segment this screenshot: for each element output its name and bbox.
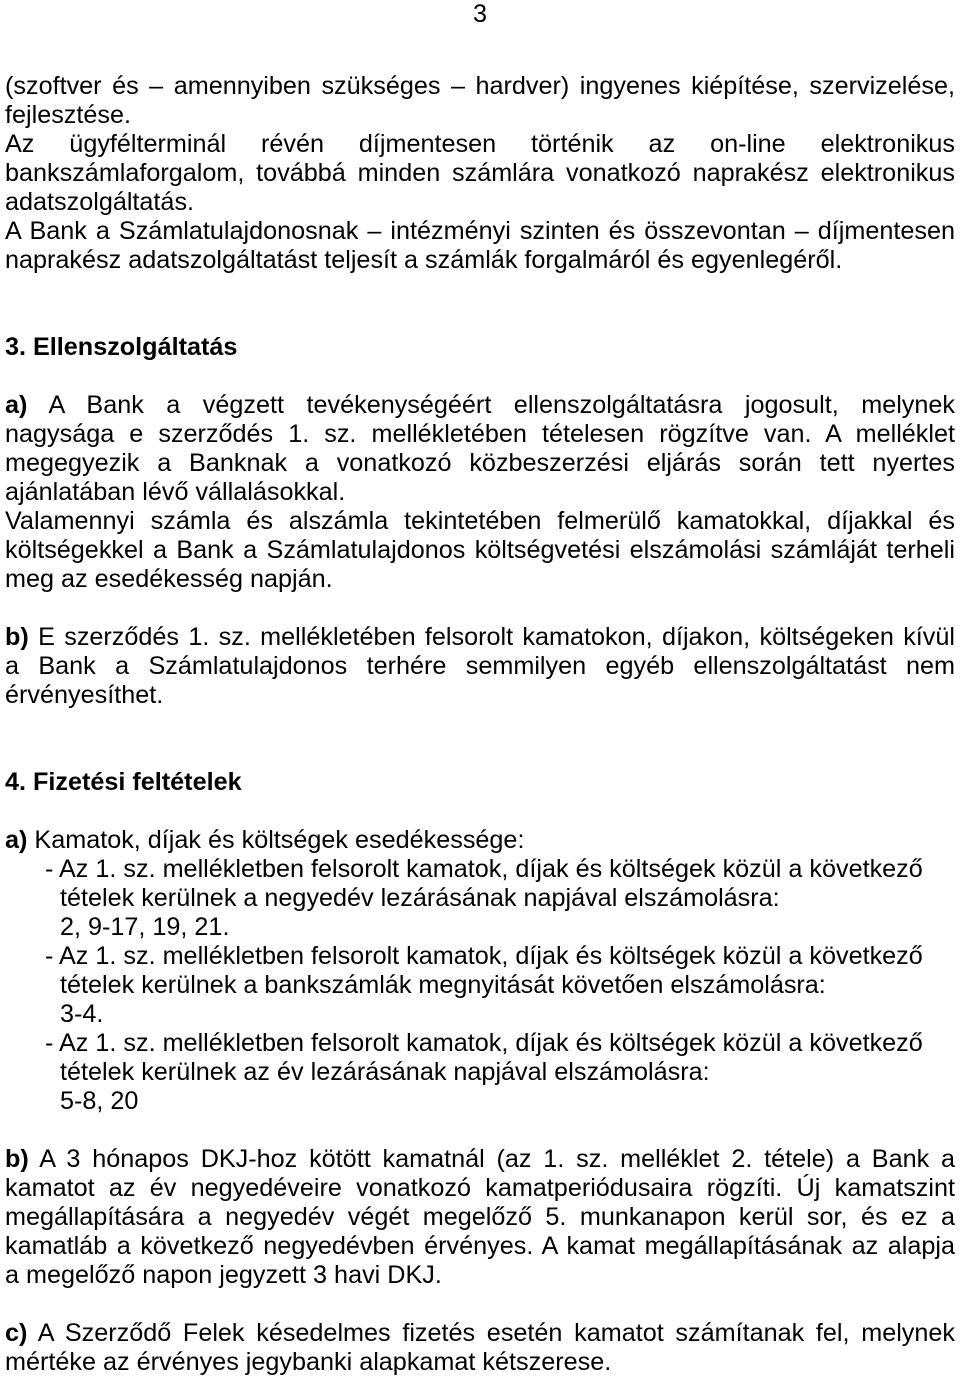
text-line: ajánlatában lévő vállalásokkal. bbox=[5, 477, 346, 506]
bullet-dash: - bbox=[45, 1028, 54, 1057]
item-label: b) bbox=[5, 1144, 29, 1173]
line-text: Az 1. sz. mellékletben felsorolt kamatok, díjak és költségek közül a következő bbox=[59, 941, 923, 970]
line-text: Kamatok, díjak és költségek esedékessége: bbox=[34, 825, 525, 854]
line-text: A Bank a végzett tevékenységéért ellenszolgáltatásra jogosult, melynek bbox=[48, 390, 956, 419]
section3-item-b bbox=[5, 623, 955, 710]
section3-item-a-note bbox=[5, 507, 955, 594]
text-line: fejlesztése. bbox=[5, 100, 131, 129]
text-line: mértéke az érvényes jegybanki alapkamat kétszerese. bbox=[5, 1347, 612, 1376]
line-text: A 3 hónapos DKJ-hoz kötött kamatnál (az 1. sz. melléklet 2. tétele) a Bank a bbox=[39, 1144, 955, 1173]
text-line bbox=[5, 623, 955, 652]
line-text: Az 1. sz. mellékletben felsorolt kamatok, díjak és költségek közül a következő bbox=[59, 854, 923, 883]
text-line: tételek kerülnek az év lezárásának napjával elszámolásra: bbox=[60, 1057, 710, 1086]
text-line: A Bank a Számlatulajdonosnak – intézményi szinten és összevontan – díjmentesen bbox=[5, 216, 955, 245]
document-body bbox=[5, 72, 955, 1377]
section3-item-a bbox=[5, 391, 955, 507]
line-text: Az 1. sz. mellékletben felsorolt kamatok, díjak és költségek közül a következő bbox=[59, 1028, 923, 1057]
list-item-first-line bbox=[5, 855, 955, 884]
text-line bbox=[5, 1145, 955, 1174]
text-line: 5-8, 20 bbox=[60, 1086, 139, 1115]
section4-item-c bbox=[5, 1319, 955, 1377]
text-line: meg az esedékesség napján. bbox=[5, 564, 333, 593]
text-line: Az ügyfélterminál révén díjmentesen történik az on-line elektronikus bbox=[5, 129, 955, 158]
intro-paragraph-2 bbox=[5, 130, 955, 217]
item-label: a) bbox=[5, 390, 28, 419]
text-line: megállapítására a negyedév végét megelőző 5. munkanapon kerül sor, és ez a bbox=[5, 1202, 955, 1231]
text-line: tételek kerülnek a bankszámlák megnyitását követően elszámolásra: bbox=[60, 970, 826, 999]
text-line: adatszolgáltatás. bbox=[5, 187, 195, 216]
bullet-dash: - bbox=[45, 854, 54, 883]
section4-item-b bbox=[5, 1145, 955, 1290]
text-line: (szoftver és – amennyiben szükséges – hardver) ingyenes kiépítése, szervizelése, bbox=[5, 71, 955, 100]
text-line: megegyezik a Banknak a vonatkozó közbeszerzési eljárás során tett nyertes bbox=[5, 448, 955, 477]
list-item-first-line bbox=[5, 1029, 955, 1058]
intro-paragraph-1 bbox=[5, 72, 955, 130]
text-line: 3-4. bbox=[60, 999, 104, 1028]
list-item bbox=[5, 855, 955, 942]
section4-item-a bbox=[5, 826, 955, 855]
text-line: kamatot az év negyedéveire vonatkozó kamatperiódusaira rögzíti. Új kamatszint bbox=[5, 1173, 955, 1202]
line-text: E szerződés 1. sz. mellékletében felsorolt kamatokon, díjakon, költségeken kívül bbox=[38, 622, 956, 651]
section-heading-3: 3. Ellenszolgáltatás bbox=[5, 332, 238, 361]
text-line: kamatláb a következő negyedévben érvényes. A kamat megállapításának az alapja bbox=[5, 1231, 955, 1260]
bullet-dash: - bbox=[45, 941, 54, 970]
item-label: b) bbox=[5, 622, 29, 651]
text-line: nagysága e szerződés 1. sz. mellékletében tételesen rögzítve van. A melléklet bbox=[5, 419, 955, 448]
text-line: tételek kerülnek a negyedév lezárásának napjával elszámolásra: bbox=[60, 883, 780, 912]
item-label: a) bbox=[5, 825, 28, 854]
text-line: a Bank a Számlatulajdonos terhére semmilyen egyéb ellenszolgáltatást nem bbox=[5, 651, 955, 680]
list-item-first-line bbox=[5, 942, 955, 971]
text-line: naprakész adatszolgáltatást teljesít a számlák forgalmáról és egyenlegéről. bbox=[5, 245, 843, 274]
intro-paragraph-3 bbox=[5, 217, 955, 275]
text-line bbox=[5, 391, 955, 420]
text-line: 2, 9-17, 19, 21. bbox=[60, 912, 230, 941]
page-number: 3 bbox=[472, 0, 487, 28]
list-item bbox=[5, 942, 955, 1029]
text-line: költségekkel a Bank a Számlatulajdonos költségvetési elszámolási számláját terheli bbox=[5, 535, 955, 564]
text-line: Valamennyi számla és alszámla tekintetében felmerülő kamatokkal, díjakkal és bbox=[5, 506, 955, 535]
text-line: bankszámlaforgalom, továbbá minden számlára vonatkozó naprakész elektronikus bbox=[5, 158, 955, 187]
text-line bbox=[5, 1319, 955, 1348]
line-text: A Szerződő Felek késedelmes fizetés esetén kamatot számítanak fel, melynek bbox=[37, 1318, 956, 1347]
text-line: érvényesíthet. bbox=[5, 680, 164, 709]
list-item bbox=[5, 1029, 955, 1116]
section-heading-4: 4. Fizetési feltételek bbox=[5, 767, 242, 796]
text-line: a megelőző napon jegyzett 3 havi DKJ. bbox=[5, 1260, 442, 1289]
item-label: c) bbox=[5, 1318, 28, 1347]
